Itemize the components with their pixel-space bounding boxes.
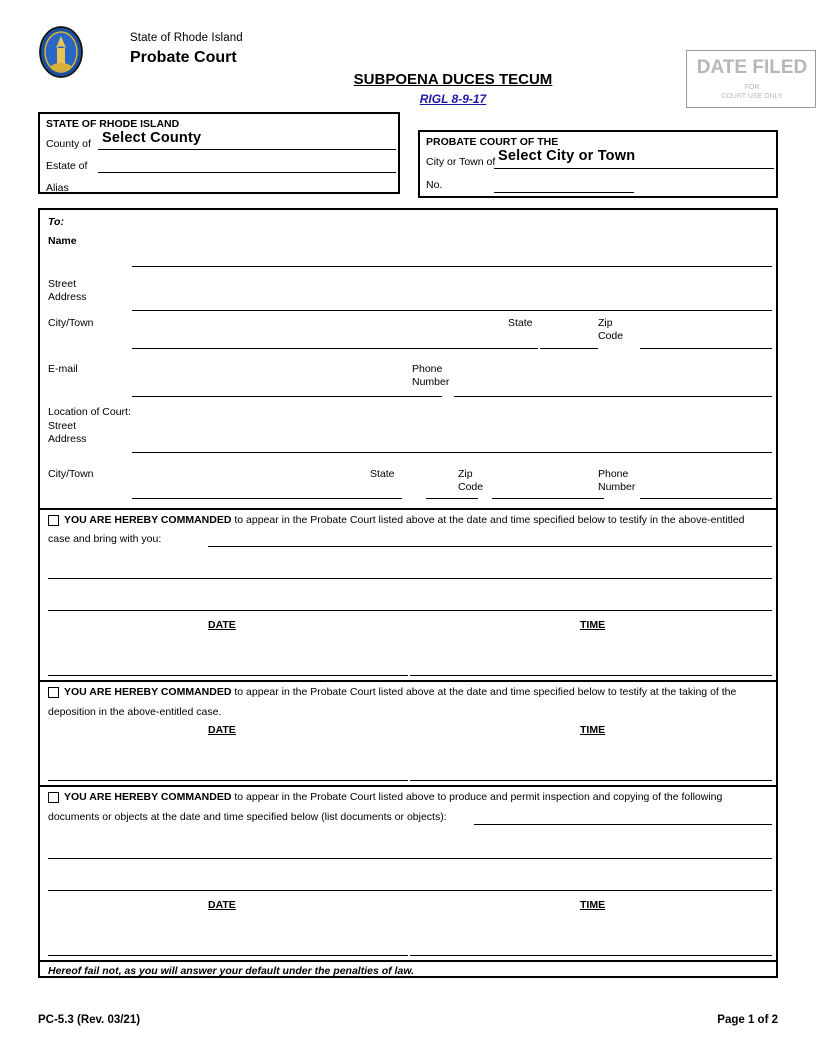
closing-note: Hereof fail not, as you will answer your default under the penalties of law. (48, 965, 415, 977)
ri-state-seal-icon (38, 26, 84, 78)
city-label: City/Town (48, 317, 94, 329)
command-1-date-rule[interactable] (48, 675, 408, 676)
court-phone-rule[interactable] (640, 498, 772, 499)
statute-link[interactable]: RIGL 8-9-17 (419, 92, 487, 106)
email-label: E-mail (48, 363, 78, 375)
court-phone-label-2: Number (598, 481, 636, 493)
name-label: Name (48, 235, 77, 247)
command-1-rule-2[interactable] (48, 578, 772, 579)
probate-court-box (418, 130, 778, 198)
command-3-line-2: documents or objects at the date and time specified below (list documents or objects): (48, 811, 447, 823)
command-3-checkbox[interactable] (48, 792, 59, 803)
county-value[interactable]: Select County (102, 130, 202, 146)
zip-rule[interactable] (640, 348, 772, 349)
section-separator-1 (40, 508, 776, 510)
command-3-rule-2[interactable] (48, 858, 772, 859)
to-label: To: (48, 216, 64, 228)
form-title: SUBPOENA DUCES TECUM (353, 71, 553, 88)
court-street-label-2: Address (48, 433, 87, 445)
city-town-label: City or Town of (426, 156, 496, 168)
state-label: State (508, 317, 533, 329)
phone-rule[interactable] (454, 396, 772, 397)
command-3-rule-1[interactable] (474, 824, 772, 825)
command-3-bold: YOU ARE HEREBY COMMANDED (64, 791, 232, 803)
county-label: County of (46, 138, 91, 150)
command-2-line-1 (64, 685, 764, 699)
command-1-checkbox[interactable] (48, 515, 59, 526)
command-1-date-label: DATE (208, 619, 236, 631)
command-1-line-1 (64, 513, 764, 527)
command-1-rule-1[interactable] (208, 546, 772, 547)
city-town-rule (494, 168, 774, 169)
phone-label-1: Phone (412, 363, 443, 375)
city-town-value[interactable]: Select City or Town (498, 148, 636, 164)
state-rule[interactable] (540, 348, 598, 349)
alias-rule[interactable] (98, 193, 396, 194)
state-line: State of Rhode Island (130, 32, 243, 44)
command-2-line-2: deposition in the above-entitled case. (48, 706, 222, 718)
street-label-1: Street (48, 278, 77, 290)
command-2-checkbox[interactable] (48, 687, 59, 698)
court-zip-label-2: Code (458, 481, 484, 493)
court-zip-rule[interactable] (492, 498, 604, 499)
command-1-line-2: case and bring with you: (48, 533, 162, 545)
section-separator-4 (40, 960, 776, 962)
command-2-date-label: DATE (208, 724, 236, 736)
command-3-rule-3[interactable] (48, 890, 772, 891)
main-form-box (38, 208, 778, 978)
command-1-time-label: TIME (580, 619, 606, 631)
name-rule[interactable] (132, 266, 772, 267)
case-no-label: No. (426, 179, 443, 191)
case-no-rule[interactable] (494, 192, 634, 193)
court-name: Probate Court (130, 49, 237, 66)
county-rule (98, 149, 396, 150)
estate-label: Estate of (46, 160, 88, 172)
court-street-rule[interactable] (132, 452, 772, 453)
section-separator-3 (40, 785, 776, 787)
command-2-time-rule[interactable] (410, 780, 772, 781)
section-separator-2 (40, 680, 776, 682)
command-1-text: to appear in the Probate Court listed above at the date and time specified below to testify in the above-entitled (231, 514, 745, 526)
court-city-label: City/Town (48, 468, 94, 480)
command-3-date-label: DATE (208, 899, 236, 911)
command-2-text: to appear in the Probate Court listed above at the date and time specified below to testify at the taking of the (231, 686, 737, 698)
court-street-label-1: Street (48, 420, 77, 432)
command-3-time-rule[interactable] (410, 955, 772, 956)
command-1-rule-3[interactable] (48, 610, 772, 611)
page-number: Page 1 of 2 (717, 1014, 778, 1026)
command-2-bold: YOU ARE HEREBY COMMANDED (64, 686, 232, 698)
command-2-time-label: TIME (580, 724, 606, 736)
street-label-2: Address (48, 291, 87, 303)
alias-label: Alias (46, 182, 69, 194)
right-box-heading: PROBATE COURT OF THE (426, 136, 559, 148)
court-zip-label-1: Zip (458, 468, 473, 480)
date-filed-box (686, 50, 816, 108)
email-rule[interactable] (132, 396, 442, 397)
court-state-label: State (370, 468, 395, 480)
document-header (38, 24, 808, 106)
command-3-time-label: TIME (580, 899, 606, 911)
date-filed-title: DATE FILED (696, 57, 808, 78)
city-rule[interactable] (132, 348, 538, 349)
command-1-bold: YOU ARE HEREBY COMMANDED (64, 514, 232, 526)
left-box-heading: STATE OF RHODE ISLAND (46, 118, 180, 130)
date-filed-sub-for: FOR (744, 84, 760, 91)
street-rule[interactable] (132, 310, 772, 311)
phone-label-2: Number (412, 376, 450, 388)
court-location-heading: Location of Court: (48, 406, 131, 418)
zip-label-1: Zip (598, 317, 613, 329)
command-3-text: to appear in the Probate Court listed above to produce and permit inspection and copying of the following (231, 791, 723, 803)
command-1-time-rule[interactable] (410, 675, 772, 676)
court-state-rule[interactable] (426, 498, 478, 499)
court-phone-label-1: Phone (598, 468, 629, 480)
command-2-date-rule[interactable] (48, 780, 408, 781)
command-3-line-1 (64, 790, 764, 804)
zip-label-2: Code (598, 330, 624, 342)
form-id: PC-5.3 (Rev. 03/21) (38, 1014, 141, 1026)
state-identification-box (38, 112, 400, 194)
date-filed-sub-court-use: COURT USE ONLY (721, 93, 783, 100)
court-city-rule[interactable] (132, 498, 402, 499)
command-3-date-rule[interactable] (48, 955, 408, 956)
estate-rule[interactable] (98, 172, 396, 173)
